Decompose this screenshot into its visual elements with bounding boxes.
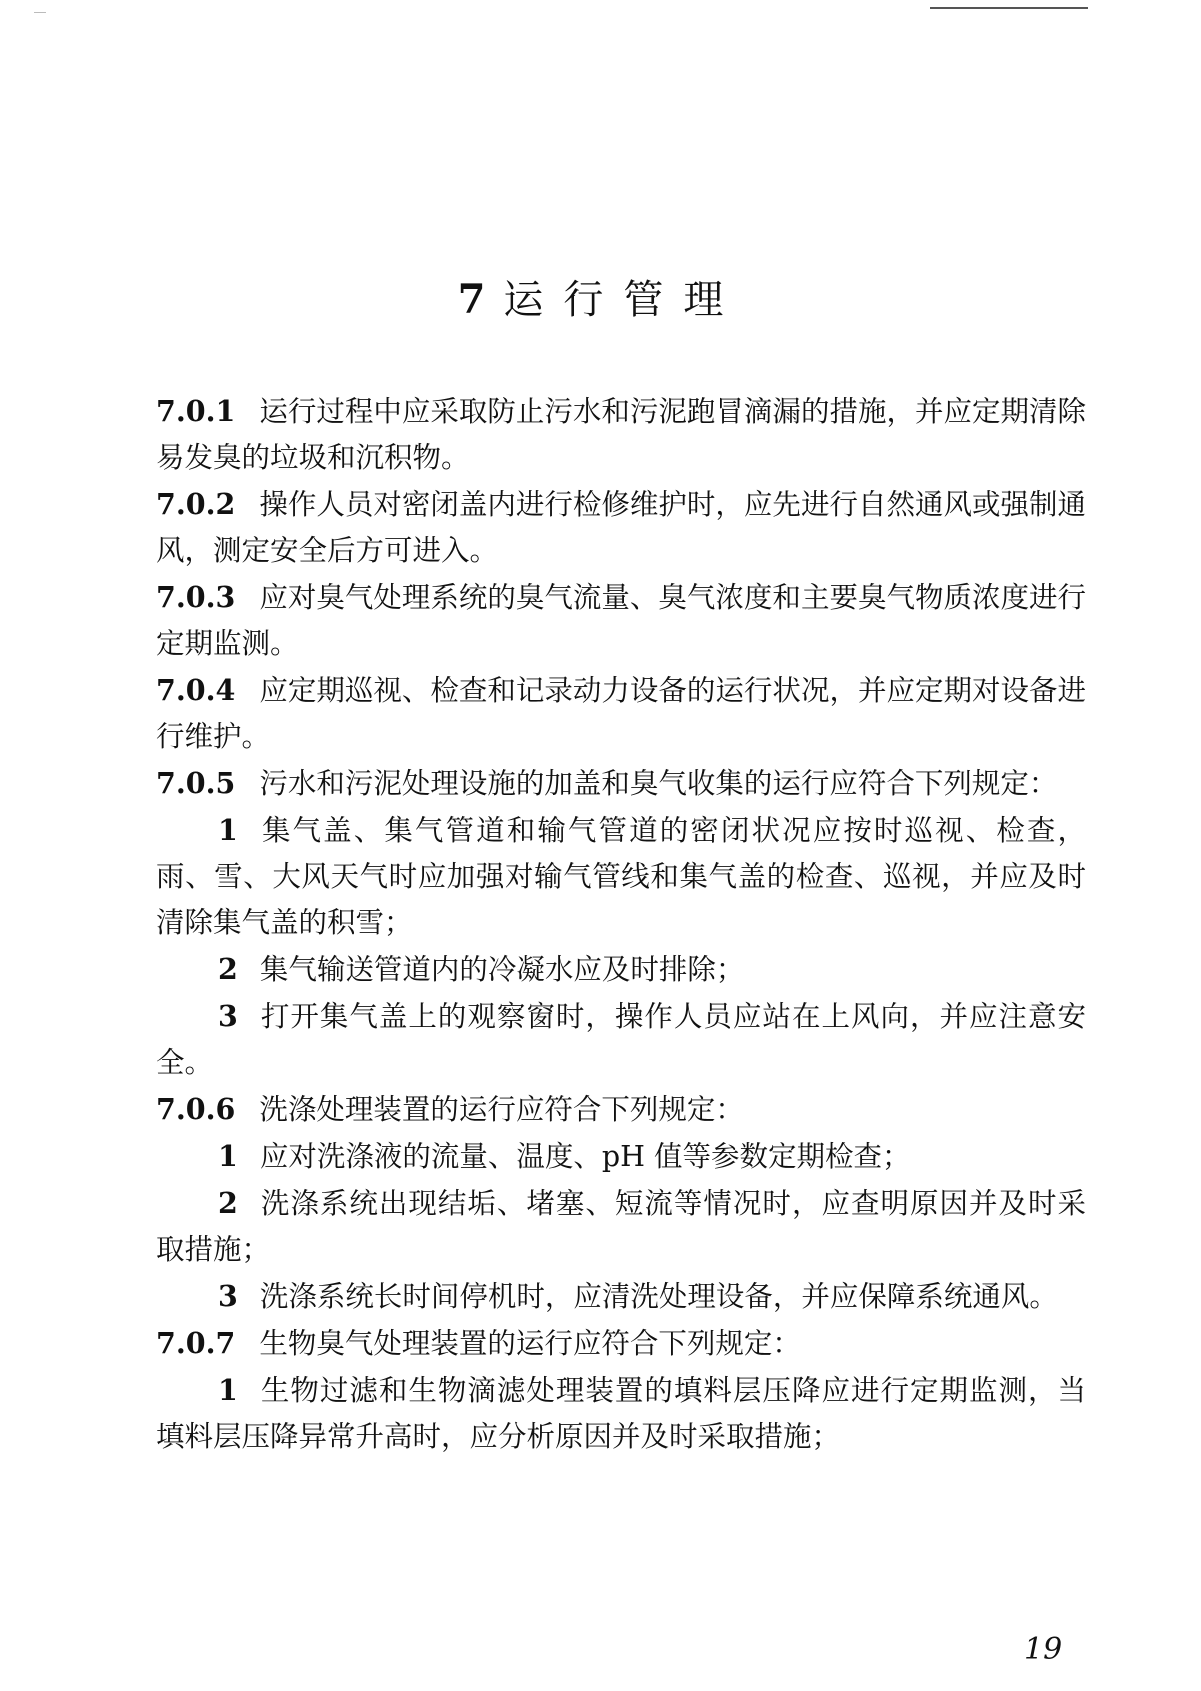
clause-7-0-4 [156,667,1086,760]
clause-7-0-6 [156,1086,1086,1133]
item-text: 集气输送管道内的冷凝水应及时排除； [259,953,745,986]
clause-7-0-3 [156,574,1086,667]
item-text: 洗涤系统长时间停机时，应清洗处理设备，并应保障系统通风。 [259,1280,1058,1313]
item-number: 1 [218,813,238,847]
clause-text: 运行过程中应采取防止污水和污泥跑冒滴漏的措施，并应定期清除易发臭的垃圾和沉积物。 [156,395,1086,474]
item-text: 生物过滤和生物滴滤处理装置的填料层压降应进行定期监测，当填料层压降异常升高时，应分析原因并及时采取措施； [156,1374,1086,1453]
list-item [156,1133,1086,1180]
chapter-title [0,268,1201,325]
list-item [156,1180,1086,1273]
clause-text: 应对臭气处理系统的臭气流量、臭气浓度和主要臭气物质浓度进行定期监测。 [156,581,1086,660]
page-number: 19 [1024,1632,1063,1667]
list-item [156,1273,1086,1320]
item-text: 打开集气盖上的观察窗时，操作人员应站在上风向，并应注意安全。 [156,1000,1086,1079]
item-number: 3 [218,1279,238,1313]
chapter-title-text: 运行管理 [503,277,744,323]
clause-number: 7.0.7 [156,1326,236,1360]
clause-number: 7.0.2 [156,487,236,521]
list-item [156,1367,1086,1460]
clause-7-0-2 [156,481,1086,574]
scan-edge-mark [34,12,46,13]
clause-text: 洗涤处理装置的运行应符合下列规定： [259,1093,744,1126]
clause-text: 应定期巡视、检查和记录动力设备的运行状况，并应定期对设备进行维护。 [156,674,1086,753]
item-number: 2 [218,1186,238,1220]
clause-number: 7.0.3 [156,580,236,614]
item-text: 集气盖、集气管道和输气管道的密闭状况应按时巡视、检查，雨、雪、大风天气时应加强对输气管线和集气盖的检查、巡视，并应及时清除集气盖的积雪； [156,814,1086,939]
clause-text: 污水和污泥处理设施的加盖和臭气收集的运行应符合下列规定： [259,767,1058,800]
clause-number: 7.0.4 [156,673,236,707]
chapter-number: 7 [457,276,486,323]
item-number: 3 [218,999,238,1033]
item-number: 1 [218,1373,238,1407]
item-text: 洗涤系统出现结垢、堵塞、短流等情况时，应查明原因并及时采取措施； [156,1187,1086,1266]
clause-number: 7.0.1 [156,394,236,428]
item-number: 2 [218,952,238,986]
clause-7-0-5 [156,760,1086,807]
clause-text: 生物臭气处理装置的运行应符合下列规定： [259,1327,801,1360]
list-item [156,946,1086,993]
clause-text: 操作人员对密闭盖内进行检修维护时，应先进行自然通风或强制通风，测定安全后方可进入。 [156,488,1086,567]
list-item [156,993,1086,1086]
item-number: 1 [218,1139,238,1173]
header-rule [930,7,1088,9]
clause-number: 7.0.5 [156,766,236,800]
item-text: 应对洗涤液的流量、温度、pH 值等参数定期检查； [259,1140,911,1173]
clause-7-0-7 [156,1320,1086,1367]
list-item [156,807,1086,946]
document-body [156,388,1086,1460]
clause-7-0-1 [156,388,1086,481]
clause-number: 7.0.6 [156,1092,236,1126]
